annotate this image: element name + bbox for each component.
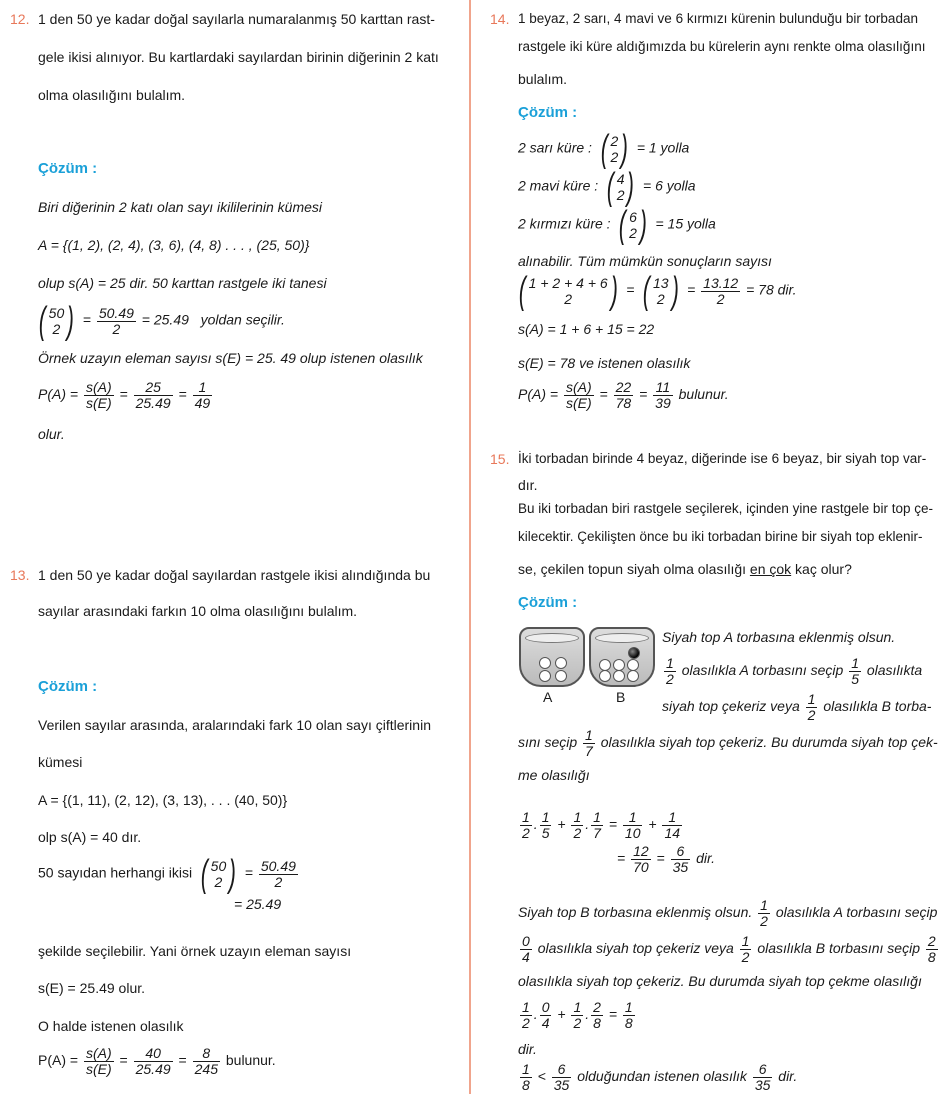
fraction: [520, 1000, 532, 1031]
underlined-text: en çok: [749, 561, 792, 577]
text: olasılıkla A torbasını seçip: [681, 662, 844, 679]
text: olduğundan istenen olasılık: [577, 1068, 747, 1085]
denominator: 8: [593, 1015, 601, 1031]
fraction: [926, 934, 938, 965]
bag-a-illustration: [519, 627, 585, 687]
denominator: 2: [522, 1015, 530, 1031]
binom-bottom: 2: [629, 225, 637, 241]
denominator: 78: [615, 395, 632, 411]
fraction: [701, 276, 740, 307]
probability-formula: P(A) = $\frac{s(A)}{s(E)}$ = $\frac{25}{25.49}$ = $\frac{1}{49}$: [38, 379, 211, 411]
fraction: [671, 844, 691, 875]
numerator: 1: [573, 999, 582, 1015]
denominator: 2: [573, 1015, 582, 1031]
solution-text: yoldan seçilir.: [200, 311, 285, 328]
numerator: 1: [666, 655, 674, 671]
numerator: 11: [653, 380, 673, 396]
black-ball: [628, 647, 640, 659]
numerator: 1: [522, 809, 530, 825]
numerator: 1: [807, 691, 816, 707]
numerator: 50.49: [98, 304, 134, 321]
solution-text: [662, 656, 922, 687]
fraction: [623, 1000, 635, 1031]
solution-text: [518, 898, 937, 929]
white-ball: [555, 670, 567, 682]
numerator: 1: [760, 897, 768, 913]
denominator: 2: [666, 671, 674, 687]
fraction: [614, 380, 634, 411]
text: olasılıkla A torbasını seçip: [775, 904, 938, 921]
solution-text: şekilde seçilebilir. Yani örnek uzayın eleman sayısı: [38, 943, 352, 959]
binomial: ( 2 2 ): [600, 128, 629, 170]
problem-text: sayılar arasındaki farkın 10 olma olasılığını bulalım.: [38, 603, 358, 619]
numerator: 0: [541, 999, 550, 1015]
column-divider: [469, 0, 471, 1094]
numerator: 40: [134, 1046, 173, 1062]
solution-text: olur.: [38, 426, 65, 442]
problem-text: kilecektir. Çekilişten önce bu iki torbadan birine bir siyah top eklenir-: [518, 529, 923, 544]
denominator: 35: [553, 1077, 570, 1093]
numerator: 1: [593, 809, 601, 825]
fraction: [740, 934, 752, 965]
fraction: [664, 656, 676, 687]
text: olasılıkla siyah top çekeriz. Bu durumda siyah top çek-: [600, 734, 938, 751]
problem-text: dır.: [518, 477, 538, 493]
denominator: 10: [624, 825, 641, 841]
denominator: 8: [522, 1077, 530, 1093]
fraction: [571, 1000, 583, 1031]
binom-bottom: 2: [564, 291, 573, 307]
solution-heading: Çözüm :: [518, 104, 578, 121]
problem-number: 13.: [10, 567, 30, 583]
bag-rim: [525, 633, 579, 643]
binom-bottom: 2: [656, 291, 665, 307]
denominator: 7: [593, 825, 601, 841]
solution-text: alınabilir. Tüm mümkün sonuçların sayısı: [518, 253, 772, 269]
text: olasılıkta: [866, 662, 923, 679]
problem-text: se, çekilen topun siyah olma olasılığı: [518, 561, 747, 577]
numerator: 1: [741, 933, 750, 949]
binom-bottom: 2: [52, 321, 61, 337]
white-ball: [539, 670, 551, 682]
solution-text: me olasılığı: [518, 767, 590, 783]
fraction: [97, 306, 136, 337]
formula: = $\frac{12}{70}$ = $\frac{6}{35}$ dir.: [617, 843, 716, 875]
formula: 50 sayıdan herhangi ikisi ( 50 2 ) = $\frac{50.49}{2}$: [38, 853, 296, 895]
solution-text: O halde istenen olasılık: [38, 1018, 184, 1034]
text: olasılıkla B torbasını seçip: [757, 940, 920, 957]
numerator: 6: [671, 844, 691, 860]
white-ball: [599, 670, 611, 682]
fraction: [623, 810, 643, 841]
bag-rim: [595, 633, 649, 643]
denominator: 5: [541, 825, 550, 841]
solution-text: kümesi: [38, 754, 83, 770]
denominator: 2: [522, 825, 530, 841]
denominator: 39: [655, 395, 671, 411]
solution-text: [518, 728, 938, 759]
denominator: 2: [741, 949, 750, 965]
solution-text: Siyah top A torbasına eklenmiş olsun.: [662, 629, 896, 645]
fraction: [134, 380, 173, 411]
result: = 25.49: [141, 311, 189, 328]
solution-text: s(E) = 78 ve istenen olasılık: [518, 355, 691, 371]
solution-text: bulunur.: [225, 1052, 276, 1069]
label: 2 mavi küre :: [518, 177, 599, 194]
formula: $\frac{1}{2}$ . $\frac{0}{4}$ + $\frac{1}{2}$ . $\frac{2}{8}$ = $\frac{1}{8}$: [522, 999, 633, 1031]
binomial: ( 4 2 ): [606, 166, 635, 208]
binom-top: 6: [629, 209, 637, 225]
problem-text: 1 den 50 ye kadar doğal sayılarla numaralanmış 50 karttan rast-: [38, 11, 435, 27]
fraction: [571, 810, 583, 841]
binomial: ( 50 2 ): [200, 853, 237, 895]
white-ball: [613, 670, 625, 682]
numerator: 50.49: [260, 857, 296, 874]
text: dir.: [696, 850, 716, 867]
fraction: [84, 1046, 114, 1077]
fraction: [591, 810, 603, 841]
fraction: [520, 1062, 532, 1093]
denominator: 14: [664, 825, 681, 841]
solution-text: s(A) = 1 + 6 + 15 = 22: [518, 321, 655, 337]
problem-number: 14.: [490, 11, 510, 27]
numerator: 2: [927, 933, 936, 949]
problem-number: 15.: [490, 451, 510, 467]
solution-text: Biri diğerinin 2 katı olan sayı ikililerinin kümesi: [38, 199, 323, 215]
text: olasılıkla siyah top çekeriz veya: [537, 940, 734, 957]
binom-top: 4: [616, 171, 625, 187]
conclusion: $\frac{1}{8}$ < $\frac{6}{35}$ olduğundan istenen olasılık $\frac{6}{35}$ dir.: [522, 1061, 798, 1093]
result: = 15 yolla: [655, 215, 716, 232]
binom-top: 1 + 2 + 4 + 6: [528, 275, 608, 291]
solution-text: olp s(A) = 40 dır.: [38, 829, 142, 845]
binomial: ( 50 2 ): [38, 300, 75, 342]
numerator: 0: [522, 933, 530, 949]
probability-formula: P(A) = $\frac{s(A)}{s(E)}$ = $\frac{40}{25.49}$ = $\frac{8}{245}$ bulunur.: [38, 1045, 276, 1077]
numerator: s(A): [85, 1045, 112, 1061]
solution-text: olasılıkla siyah top çekeriz. Bu durumda siyah top çekme olasılığı: [518, 973, 922, 989]
numerator: 1: [851, 655, 859, 671]
binomial: ( 6 2 ): [619, 204, 647, 246]
white-ball: [555, 657, 567, 669]
result: = 6 yolla: [643, 177, 696, 194]
binom-top: 50: [210, 858, 227, 874]
label: P(A) =: [38, 386, 79, 403]
text: dir.: [778, 1068, 798, 1085]
result: = 78 dir.: [746, 281, 797, 298]
numerator: 1: [623, 810, 643, 826]
fraction: [653, 380, 673, 411]
solution-text: Verilen sayılar arasında, aralarındaki fark 10 olan sayı çiftlerinin: [38, 717, 431, 733]
denominator: 2: [112, 320, 121, 337]
binom-bottom: 2: [610, 149, 619, 165]
denominator: 8: [624, 1015, 633, 1031]
solution-text: [662, 692, 931, 723]
problem-number: 12.: [10, 11, 30, 27]
solution-heading: Çözüm :: [518, 594, 578, 611]
fraction: [84, 380, 114, 411]
numerator: 1: [573, 809, 582, 825]
numerator: 1: [522, 1061, 530, 1077]
solution-text: A = {(1, 2), (2, 4), (3, 6), (4, 8) . . . , (25, 50)}: [38, 237, 310, 253]
text: sını seçip: [518, 734, 578, 751]
problem-text: [518, 560, 852, 578]
label: 2 sarı küre :: [518, 139, 592, 156]
solution-text: s(E) = 25.49 olur.: [38, 980, 146, 996]
label: P(A) =: [518, 386, 559, 403]
denominator: s(E): [565, 395, 592, 411]
numerator: 22: [615, 379, 632, 395]
white-ball: [627, 670, 639, 682]
bag-b-label: B: [616, 689, 626, 705]
result: = 25.49: [234, 896, 282, 912]
text: Siyah top B torbasına eklenmiş olsun.: [518, 904, 753, 921]
fraction: [540, 810, 552, 841]
result: = 1 yolla: [636, 139, 690, 156]
denominator: 25.49: [135, 395, 171, 411]
binomial: ( 1 + 2 + 4 + 6 2 ): [518, 270, 618, 312]
numerator: s(A): [85, 379, 112, 395]
text: olasılıkla B torba-: [823, 698, 932, 715]
denominator: 5: [851, 671, 859, 687]
numerator: 1: [193, 380, 213, 396]
numerator: 25: [134, 380, 173, 396]
probability-formula: P(A) = $\frac{s(A)}{s(E)}$ = $\frac{22}{78}$ = $\frac{11}{39}$ bulunur.: [518, 379, 729, 411]
solution-text: 50 sayıdan herhangi ikisi: [38, 864, 193, 881]
binom-bottom: 2: [616, 187, 625, 203]
fraction: [259, 859, 298, 890]
solution-text: dir.: [518, 1041, 537, 1057]
denominator: 35: [754, 1077, 771, 1093]
numerator: 1: [624, 999, 633, 1015]
fraction: [591, 1000, 603, 1031]
denominator: 4: [522, 949, 530, 965]
fraction: [631, 844, 651, 875]
numerator: 8: [193, 1046, 220, 1062]
numerator: 6: [552, 1062, 572, 1078]
numerator: 13.12: [703, 274, 739, 291]
numerator: 1: [541, 809, 550, 825]
white-ball: [599, 659, 611, 671]
solution-heading: Çözüm :: [38, 160, 98, 177]
denominator: 2: [807, 707, 816, 723]
fraction: [193, 1046, 220, 1077]
problem-text: 1 beyaz, 2 sarı, 4 mavi ve 6 kırmızı kürenin bulunduğu bir torbadan: [518, 11, 918, 26]
fraction: [193, 380, 213, 411]
binom-top: 50: [48, 305, 65, 321]
problem-text: 1 den 50 ye kadar doğal sayılardan rastgele ikisi alındığında bu: [38, 567, 431, 583]
numerator: 1: [585, 727, 593, 743]
fraction: [564, 380, 594, 411]
solution-text: [518, 934, 940, 965]
solution-text: bulunur.: [678, 386, 729, 403]
fraction: [849, 656, 861, 687]
numerator: s(A): [565, 379, 592, 395]
numerator: 6: [753, 1062, 773, 1078]
binom-top: 13: [652, 275, 669, 291]
denominator: 70: [633, 859, 649, 875]
binom-top: 2: [610, 133, 619, 149]
fraction: [520, 934, 532, 965]
denominator: 8: [927, 949, 936, 965]
formula: ( 50 2 ) = $\frac{50.49}{2}$ = 25.49 yoldan seçilir.: [34, 302, 285, 340]
denominator: 245: [194, 1061, 218, 1077]
formula: ( 1 + 2 + 4 + 6 2 ) = ( 13 2 ) = $\frac{13.12}{2}$ = 78 dir.: [514, 272, 797, 310]
denominator: s(E): [85, 395, 112, 411]
fraction: [583, 728, 595, 759]
problem-text: kaç olur?: [795, 561, 852, 577]
fraction: [753, 1062, 773, 1093]
numerator: 2: [593, 999, 601, 1015]
denominator: 4: [541, 1015, 550, 1031]
formula: $\frac{1}{2}$ . $\frac{1}{5}$ + $\frac{1}{2}$ . $\frac{1}{7}$ = $\frac{1}{10}$ + $\frac{1}{14}$: [522, 809, 681, 841]
denominator: 35: [672, 859, 689, 875]
bag-a-label: A: [543, 689, 553, 705]
fraction: [662, 810, 682, 841]
fraction: [552, 1062, 572, 1093]
binomial: ( 13 2 ): [643, 270, 679, 312]
problem-text: bulalım.: [518, 71, 568, 87]
denominator: 2: [573, 825, 582, 841]
binom-bottom: 2: [214, 874, 223, 890]
denominator: 2: [274, 873, 283, 890]
fraction: [540, 1000, 552, 1031]
denominator: 2: [716, 290, 725, 307]
problem-text: Bu iki torbadan biri rastgele seçilerek, içinden yine rastgele bir top çe-: [518, 501, 933, 516]
white-ball: [539, 657, 551, 669]
numerator: 1: [662, 810, 682, 826]
numerator: 1: [522, 999, 530, 1015]
denominator: 25.49: [135, 1061, 171, 1077]
fraction: [520, 810, 532, 841]
fraction: [758, 898, 770, 929]
denominator: 49: [194, 395, 211, 411]
formula-row: [518, 168, 696, 206]
problem-text: rastgele iki küre aldığımızda bu kürelerin aynı renkte olma olasılığını: [518, 39, 926, 54]
problem-text: İki torbadan birinde 4 beyaz, diğerinde ise 6 beyaz, bir siyah top var-: [518, 451, 927, 466]
denominator: 2: [760, 913, 768, 929]
label: 2 kırmızı küre :: [518, 215, 611, 232]
solution-text: A = {(1, 11), (2, 12), (3, 13), . . . (40, 50)}: [38, 792, 288, 808]
fraction: [806, 692, 818, 723]
text: siyah top çekeriz veya: [662, 698, 800, 715]
denominator: 7: [585, 743, 593, 759]
fraction: [134, 1046, 173, 1077]
numerator: 12: [633, 843, 649, 859]
formula-row: [518, 206, 716, 244]
solution-heading: Çözüm :: [38, 678, 98, 695]
formula-row: [518, 130, 689, 168]
label: P(A) =: [38, 1052, 79, 1069]
denominator: s(E): [85, 1061, 112, 1077]
solution-text: olup s(A) = 25 dir. 50 karttan rastgele iki tanesi: [38, 275, 327, 291]
solution-text: Örnek uzayın eleman sayısı s(E) = 25. 49 olup istenen olasılık: [38, 350, 423, 366]
problem-text: gele ikisi alınıyor. Bu kartlardaki sayılardan birinin diğerinin 2 katı: [38, 49, 439, 65]
bag-b-illustration: [589, 627, 655, 687]
problem-text: olma olasılığını bulalım.: [38, 87, 186, 103]
